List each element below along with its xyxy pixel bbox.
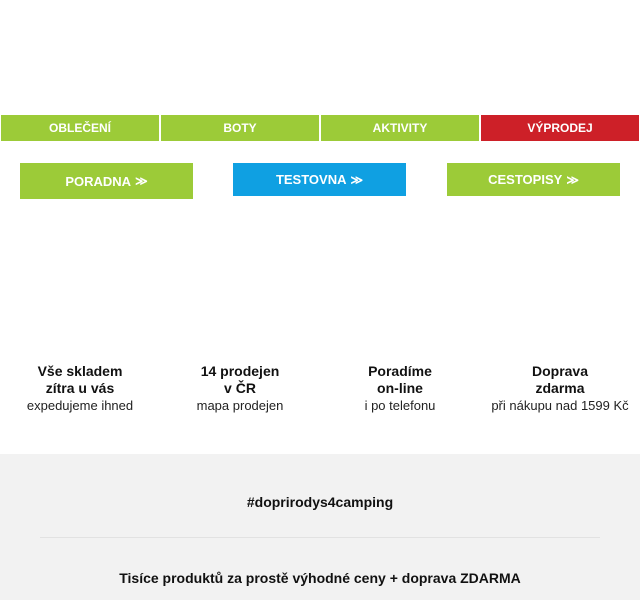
nav-item-boty[interactable]: BOTY <box>160 114 320 142</box>
double-chevron-right-icon: ≫ <box>350 172 364 187</box>
benefit-subtitle: i po telefonu <box>364 398 436 413</box>
footer <box>0 454 640 600</box>
benefit-title: zítra u vás <box>45 380 115 396</box>
nav-item-vyprodej[interactable]: VÝPRODEJ <box>480 114 640 142</box>
double-chevron-right-icon: ≫ <box>566 172 579 187</box>
benefit-stores[interactable] <box>160 363 320 413</box>
testovna-label: TESTOVNA <box>275 172 347 187</box>
benefit-subtitle[interactable]: mapa prodejen <box>196 398 284 413</box>
benefit-title: Vše skladem <box>37 363 123 379</box>
cestopisy-button[interactable] <box>447 163 620 196</box>
poradna-button[interactable] <box>20 163 193 199</box>
double-chevron-right-icon: ≫ <box>135 174 148 188</box>
nav-item-obleceni[interactable]: OBLEČENÍ <box>0 114 160 142</box>
main-category-nav <box>0 114 640 142</box>
benefit-shipping <box>480 363 640 413</box>
benefit-title: zdarma <box>535 380 585 396</box>
benefit-title: Doprava <box>531 363 589 379</box>
benefit-advice <box>320 363 480 413</box>
benefit-subtitle: expedujeme ihned <box>26 398 134 413</box>
benefit-title: Poradíme <box>368 363 432 379</box>
testovna-button[interactable] <box>233 163 406 196</box>
benefit-title: v ČR <box>224 380 256 396</box>
benefit-stock <box>0 363 160 413</box>
benefit-subtitle: při nákupu nad 1599 Kč <box>491 398 629 413</box>
nav-item-aktivity[interactable]: AKTIVITY <box>320 114 480 142</box>
benefit-title: 14 prodejen <box>200 363 280 379</box>
hashtag-heading: #doprirodys4camping <box>246 494 394 510</box>
divider <box>40 537 600 538</box>
benefits-row <box>0 363 640 413</box>
cestopisy-label: CESTOPISY <box>488 172 563 187</box>
poradna-label: PORADNA <box>65 173 132 189</box>
benefit-title: on-line <box>377 380 423 396</box>
footer-tagline: Tisíce produktů za prostě výhodné ceny + doprava ZDARMA <box>119 570 521 586</box>
